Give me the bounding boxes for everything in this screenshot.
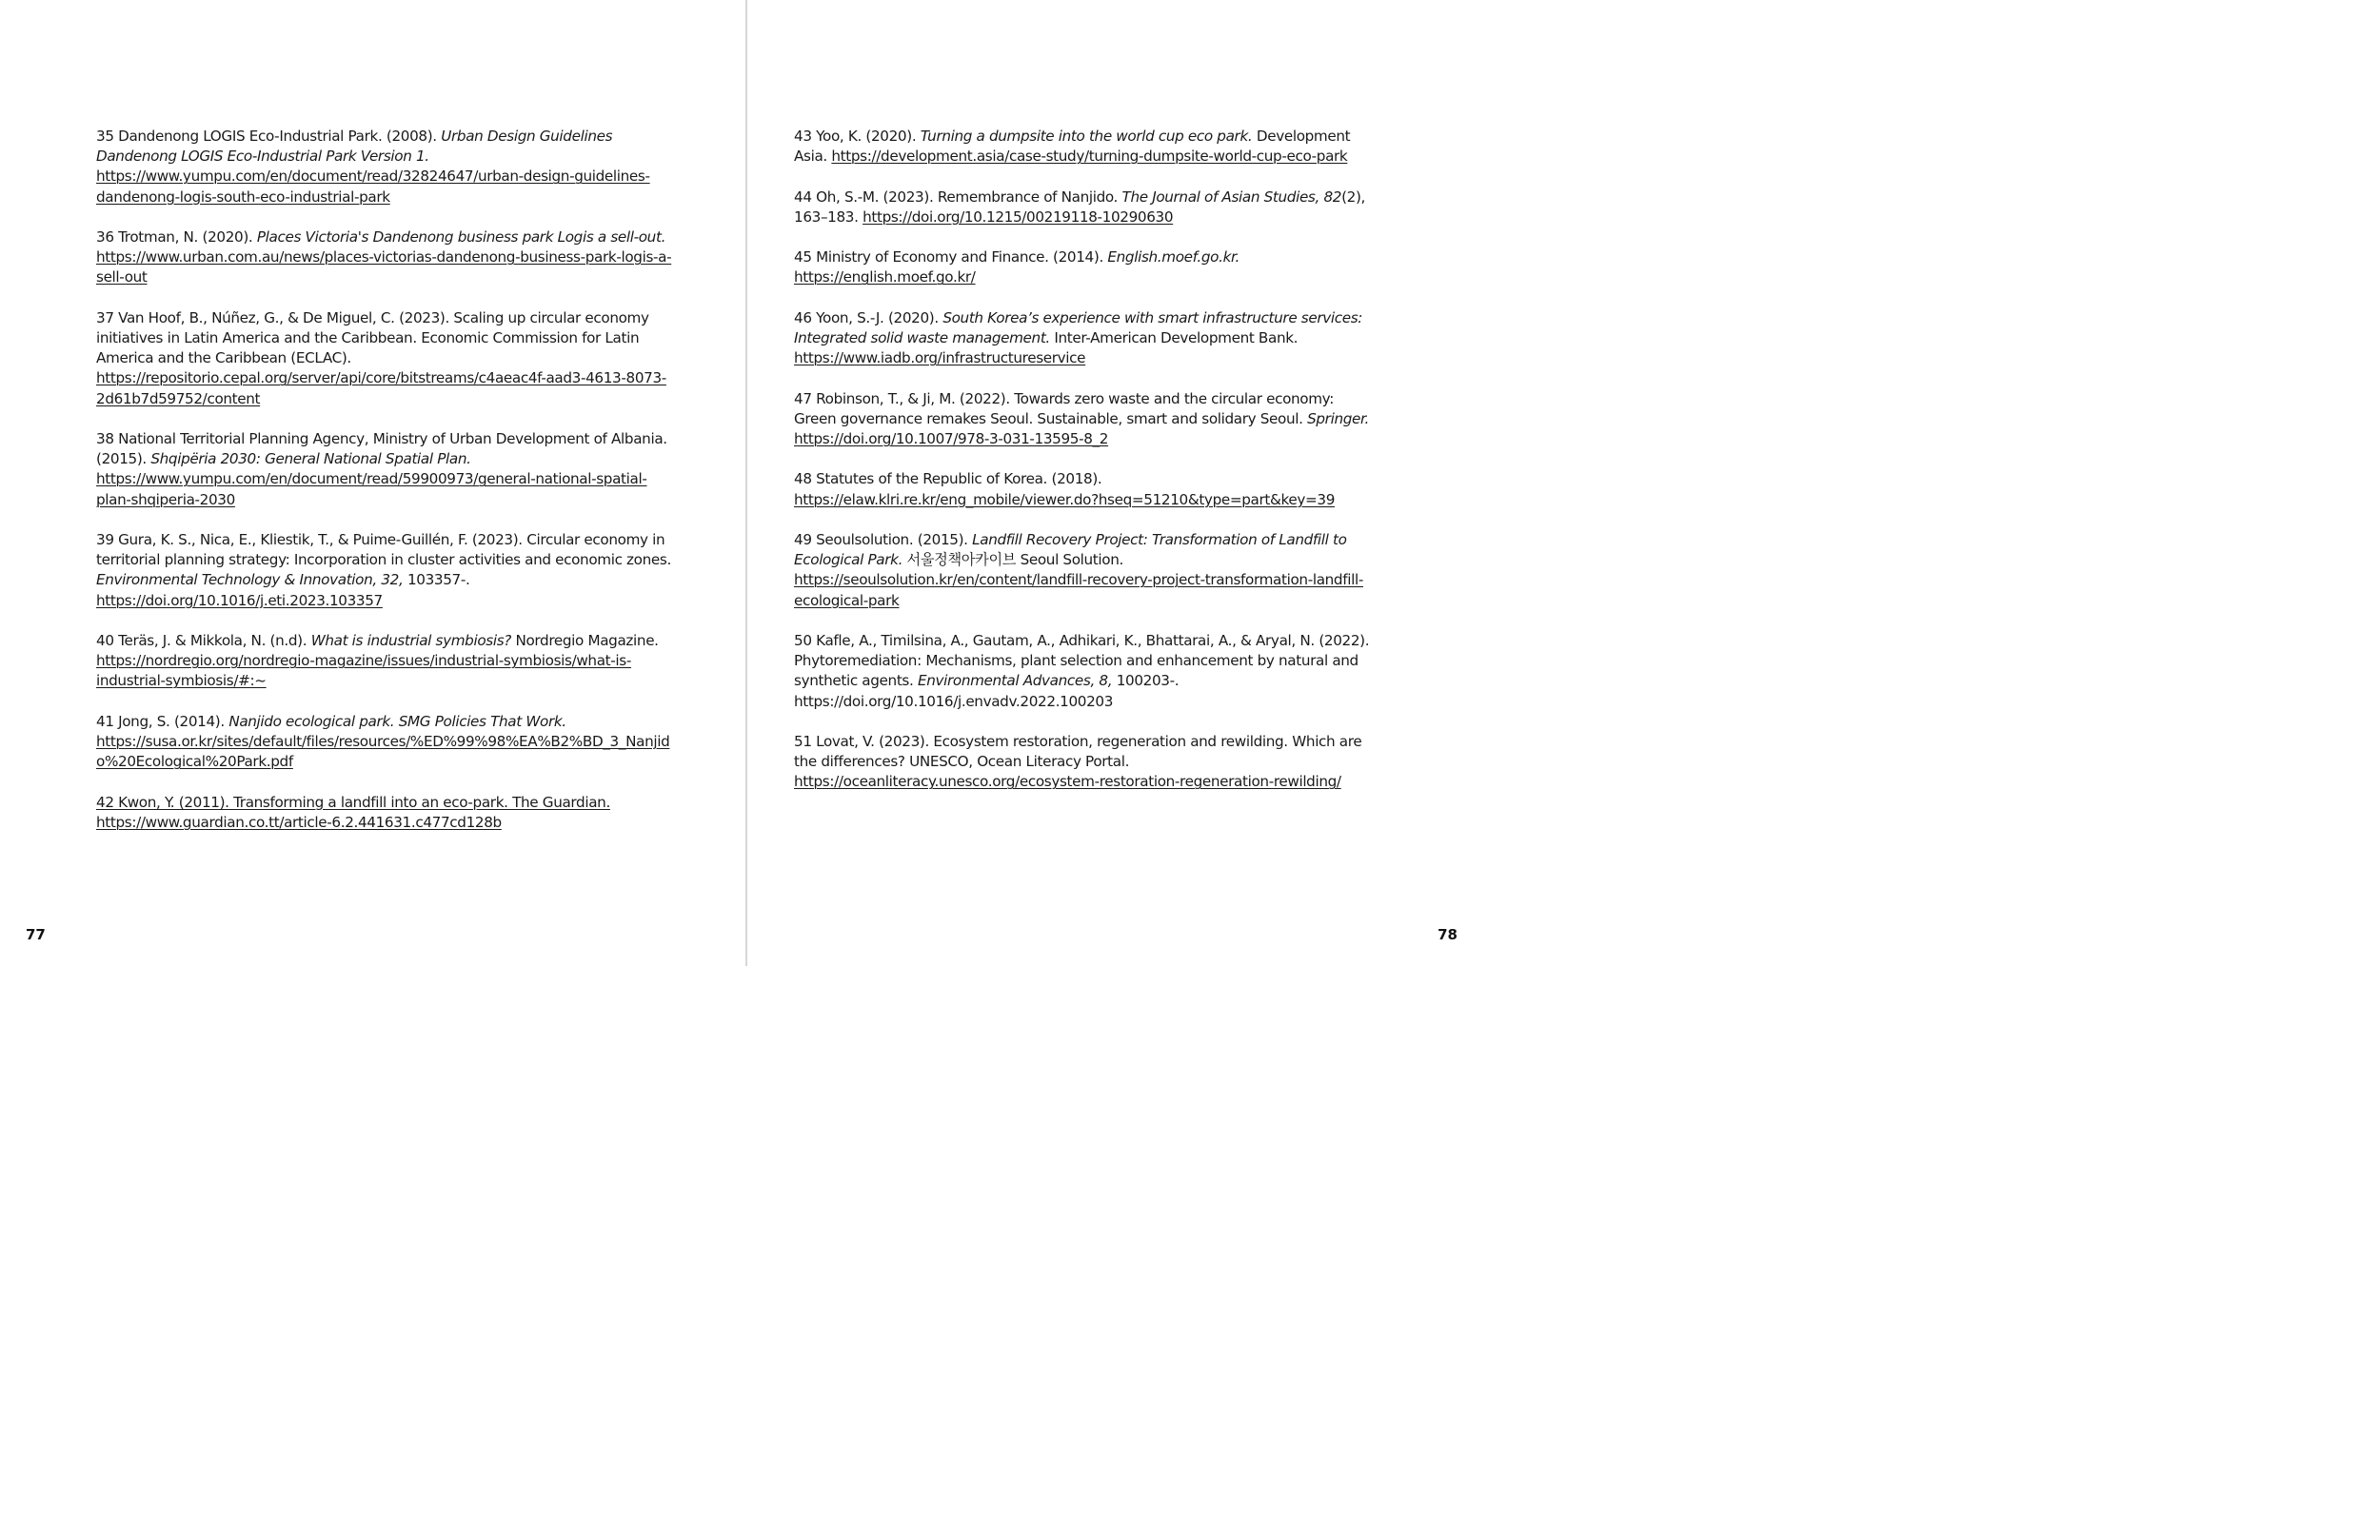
- reference-entry: [96, 227, 673, 288]
- reference-text: 49 Seoulsolution. (2015).: [794, 530, 973, 548]
- reference-entry: [96, 530, 673, 611]
- reference-link[interactable]: https://www.urban.com.au/news/places-victorias-dandenong-business-park-logis-a-sell-out: [96, 248, 672, 286]
- reference-text: 42 Kwon, Y. (2011). Transforming a landfill into an eco-park. The Guardian.: [96, 793, 610, 811]
- reference-text: (2), 163–183.: [794, 188, 1366, 226]
- reference-entry: [794, 469, 1375, 509]
- reference-text: 43 Yoo, K. (2020).: [794, 128, 921, 145]
- reference-text: 서울정책아카이브 Seoul Solution.: [902, 551, 1123, 569]
- reference-link[interactable]: https://english.moef.go.kr/: [794, 268, 976, 286]
- reference-entry: [96, 127, 673, 207]
- reference-text: 46 Yoon, S.-J. (2020).: [794, 308, 943, 326]
- reference-entry: [96, 308, 673, 409]
- reference-text: 48 Statutes of the Republic of Korea. (2018).: [794, 470, 1102, 488]
- reference-text: 38 National Territorial Planning Agency, Ministry of Urban Development of Albania. (2015).: [96, 430, 667, 468]
- reference-link[interactable]: https://doi.org/10.1215/00219118-10290630: [863, 207, 1174, 226]
- reference-entry: [794, 732, 1375, 793]
- reference-link[interactable]: https://development.asia/case-study/turning-dumpsite-world-cup-eco-park: [831, 148, 1348, 166]
- reference-text: 41 Jong, S. (2014).: [96, 712, 229, 730]
- reference-entry: [794, 188, 1375, 227]
- reference-title: Nanjido ecological park. SMG Policies That Work.: [228, 712, 566, 730]
- reference-entry: [794, 530, 1375, 611]
- reference-link[interactable]: https://nordregio.org/nordregio-magazine/issues/industrial-symbiosis/what-is-industrial-symbiosis/#:~: [96, 652, 631, 690]
- reference-text: 50 Kafle, A., Timilsina, A., Gautam, A., Adhikari, K., Bhattarai, A., & Aryal, N. (2022). Phytoremediation: Mechanisms, plant selection and enhancement by natural and synthetic agents.: [794, 631, 1370, 690]
- reference-link[interactable]: https://oceanliteracy.unesco.org/ecosystem-restoration-regeneration-rewilding/: [794, 773, 1341, 791]
- reference-entry: [96, 631, 673, 692]
- reference-link[interactable]: https://doi.org/10.1007/978-3-031-13595-8_2: [794, 429, 1109, 447]
- reference-text: 37 Van Hoof, B., Núñez, G., & De Miguel, C. (2023). Scaling up circular economy initiatives in Latin America and the Caribbean. Economic Commission for Latin America and the Caribbean (ECLAC).: [96, 308, 649, 367]
- page-number: 78: [1438, 926, 1458, 943]
- reference-link[interactable]: https://seoulsolution.kr/en/content/landfill-recovery-project-transformation-landfill-ecological-park: [794, 571, 1363, 609]
- reference-link[interactable]: https://elaw.klri.re.kr/eng_mobile/viewer.do?hseq=51210&type=part&key=39: [794, 490, 1336, 508]
- page-number: 77: [26, 926, 46, 943]
- reference-entry: [794, 247, 1375, 287]
- reference-text: Development Asia.: [794, 128, 1351, 166]
- reference-list: [96, 127, 673, 853]
- reference-title: Environmental Advances, 8,: [917, 672, 1113, 690]
- reference-text: Inter-American Development Bank.: [1049, 328, 1299, 346]
- reference-title: English.moef.go.kr.: [1107, 248, 1240, 267]
- reference-link[interactable]: https://repositorio.cepal.org/server/api/core/bitstreams/c4aeac4f-aad3-4613-8073-2d61b7d59752/content: [96, 369, 666, 407]
- reference-entry: [794, 127, 1375, 167]
- reference-link[interactable]: https://www.yumpu.com/en/document/read/32824647/urban-design-guidelines-dandenong-logis-south-eco-industrial-park: [96, 168, 650, 206]
- reference-entry: [96, 793, 673, 833]
- left-page: [0, 0, 745, 966]
- reference-title: What is industrial symbiosis?: [310, 632, 511, 649]
- reference-title: Turning a dumpsite into the world cup eco park.: [920, 128, 1253, 145]
- reference-text: 35 Dandenong LOGIS Eco-Industrial Park. (2008).: [96, 128, 442, 145]
- reference-link[interactable]: https://www.iadb.org/infrastructureservice: [794, 349, 1086, 367]
- reference-link[interactable]: https://doi.org/10.1016/j.eti.2023.103357: [96, 591, 383, 609]
- reference-title: Places Victoria's Dandenong business park Logis a sell-out.: [256, 228, 666, 246]
- reference-link[interactable]: https://www.yumpu.com/en/document/read/59900973/general-national-spatial-plan-shqiperia-2030: [96, 470, 647, 508]
- reference-entry: [96, 429, 673, 510]
- reference-text: 39 Gura, K. S., Nica, E., Kliestik, T., & Puime-Guillén, F. (2023). Circular economy in territorial planning strategy: Incorporation in cluster activities and economic zones.: [96, 531, 671, 569]
- reference-entry: [96, 712, 673, 773]
- reference-title: The Journal of Asian Studies, 82: [1121, 188, 1342, 206]
- reference-title: Environmental Technology & Innovation, 32,: [96, 571, 404, 589]
- reference-link[interactable]: https://susa.or.kr/sites/default/files/resources/%ED%99%98%EA%B2%BD_3_Nanjido%20Ecological%20Park.pdf: [96, 733, 670, 771]
- reference-entry: [794, 308, 1375, 369]
- reference-list: [794, 127, 1375, 813]
- reference-title: Springer.: [1307, 409, 1369, 427]
- reference-text: 40 Teräs, J. & Mikkola, N. (n.d).: [96, 632, 311, 649]
- reference-text: 100203-. https://doi.org/10.1016/j.envadv.2022.100203: [794, 672, 1180, 710]
- reference-title: South Korea’s experience with smart infrastructure services: Integrated solid waste management.: [794, 308, 1363, 346]
- reference-text: 103357-.: [403, 571, 470, 589]
- reference-text: 45 Ministry of Economy and Finance. (2014).: [794, 248, 1108, 267]
- reference-entry: [794, 389, 1375, 450]
- reference-text: Nordregio Magazine.: [510, 632, 659, 649]
- reference-text: 47 Robinson, T., & Ji, M. (2022). Towards zero waste and the circular economy: Green governance remakes Seoul. Sustainable, smart and solidary Seoul.: [794, 389, 1334, 427]
- right-page: [747, 0, 1478, 966]
- reference-text: 44 Oh, S.-M. (2023). Remembrance of Nanjido.: [794, 188, 1122, 206]
- reference-entry: [794, 631, 1375, 712]
- reference-link[interactable]: https://www.guardian.co.tt/article-6.2.441631.c477cd128b: [96, 813, 502, 831]
- reference-title: Landfill Recovery Project: Transformation of Landfill to Ecological Park.: [794, 530, 1347, 569]
- reference-text: 51 Lovat, V. (2023). Ecosystem restoration, regeneration and rewilding. Which are the differences? UNESCO, Ocean Literacy Portal.: [794, 732, 1362, 771]
- reference-title: Urban Design Guidelines Dandenong LOGIS Eco-Industrial Park Version 1.: [96, 128, 613, 166]
- reference-title: Shqipëria 2030: General National Spatial Plan.: [150, 450, 471, 468]
- reference-text: 36 Trotman, N. (2020).: [96, 228, 257, 246]
